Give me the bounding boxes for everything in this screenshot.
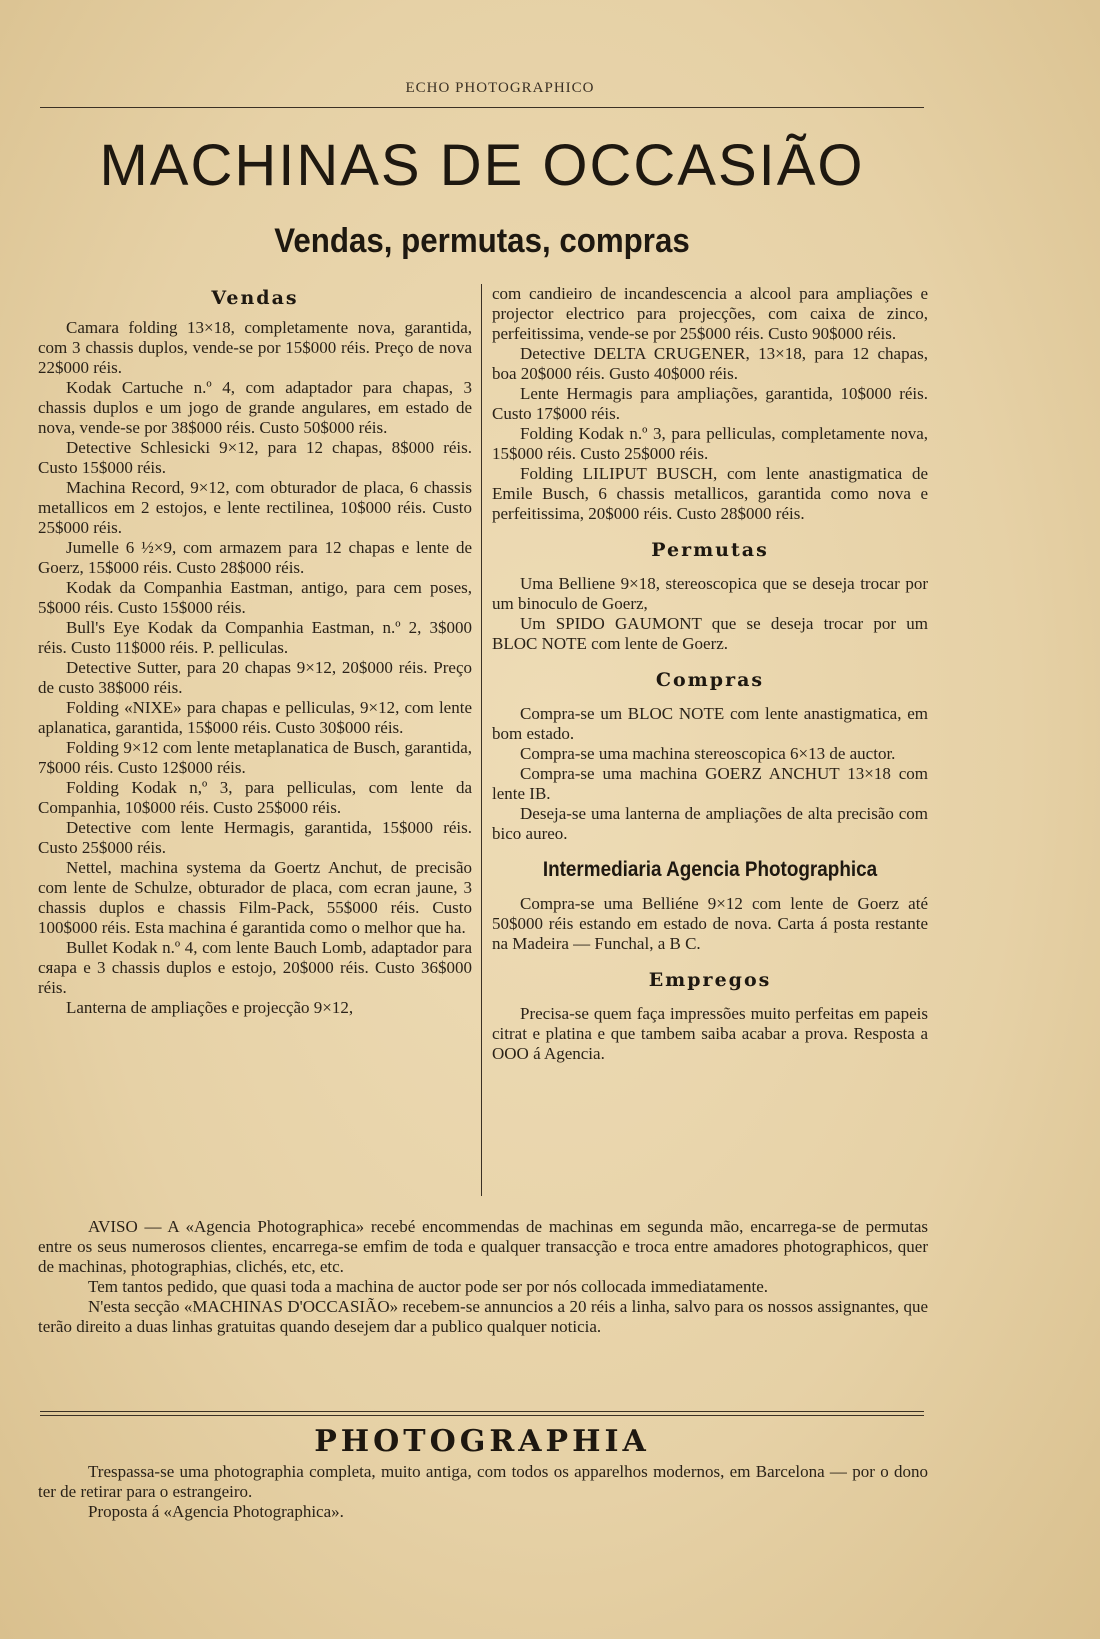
listing-item: Deseja-se uma lanterna de ampliações de alta precisão com bico aureo.	[492, 804, 928, 843]
listing-item: Bull's Eye Kodak da Companhia Eastman, n.º 2, 3$000 réis. Custo 11$000 réis. P. pelliculas.	[38, 618, 472, 657]
listing-item: Kodak da Companhia Eastman, antigo, para cem poses, 5$000 réis. Custo 15$000 réis.	[38, 578, 472, 617]
aviso-paragraph: AVISO — A «Agencia Photographica» recebé encommendas de machinas em segunda mão, encarrega-se de permutas entre os seus numerosos clientes, encarrega-se emfim de toda e qualquer transacção e troca entre amadores photographicos, quer de machinas, photographias, clichés, etc, etc.	[38, 1217, 928, 1276]
listing-item: Folding 9×12 com lente metaplanatica de Busch, garantida, 7$000 réis. Custo 12$000 réis.	[38, 738, 472, 777]
listing-item: Camara folding 13×18, completamente nova, garantida, com 3 chassis duplos, vende-se por 15$000 réis. Preço de nova 22$000 réis.	[38, 318, 472, 377]
listing-continuation: com candieiro de incandescencia a alcool para ampliações e projector electrico para projecções, com caixa de zinco, perfeitissima, vende-se por 25$000 réis. Custo 90$000 réis.	[492, 284, 928, 343]
listing-item: Detective Schlesicki 9×12, para 12 chapas, 8$000 réis. Custo 15$000 réis.	[38, 438, 472, 477]
listing-item: Compra-se um BLOC NOTE com lente anastigmatica, em bom estado.	[492, 704, 928, 743]
bottom-rule-thin	[40, 1415, 924, 1416]
running-head: ECHO PHOTOGRAPHICO	[405, 80, 595, 96]
column-divider	[481, 284, 482, 1196]
listing-item: Machina Record, 9×12, com obturador de placa, 6 chassis metallicos em 2 estojos, e lente rectilinea, 10$000 réis. Custo 25$000 réis.	[38, 478, 472, 537]
left-column	[38, 284, 472, 1018]
listing-item: Kodak Cartuche n.º 4, com adaptador para chapas, 3 chassis duplos e um jogo de grande angulares, em estado de nova, vende-se por 38$000 réis. Custo 50$000 réis.	[38, 378, 472, 437]
listing-item: Compra-se uma Belliéne 9×12 com lente de Goerz até 50$000 réis estando em estado de nova. Carta á posta restante na Madeira — Funchal, a B C.	[492, 894, 928, 953]
listing-item: Folding «NIXE» para chapas e pelliculas, 9×12, com lente aplanatica, garantida, 15$000 réis. Custo 30$000 réis.	[38, 698, 472, 737]
bottom-rule	[40, 1411, 924, 1412]
photographia-paragraph: Trespassa-se uma photographia completa, muito antiga, com todos os apparelhos modernos, em Barcelona — por o dono ter de retirar para o estrangeiro.	[38, 1462, 928, 1501]
listing-item: Compra-se uma machina stereoscopica 6×13 de auctor.	[520, 744, 896, 763]
listing-item: Detective Sutter, para 20 chapas 9×12, 20$000 réis. Preço de custo 38$000 réis.	[38, 658, 472, 697]
section-heading-compras: Compras	[655, 669, 765, 691]
listing-item: Uma Belliene 9×18, stereoscopica que se deseja trocar por um binoculo de Goerz,	[492, 574, 928, 613]
listing-item: Um SPIDO GAUMONT que se deseja trocar por um BLOC NOTE com lente de Goerz.	[492, 614, 928, 653]
photographia-paragraph: Proposta á «Agencia Photographica».	[88, 1502, 344, 1521]
listing-item: Folding Kodak n.º 3, para pelliculas, completamente nova, 15$000 réis. Custo 25$000 réis.	[492, 424, 928, 463]
right-column	[492, 284, 928, 1064]
section-heading-photographia: PHOTOGRAPHIA	[314, 1424, 650, 1459]
listing-item: Lanterna de ampliações e projecção 9×12,	[66, 998, 354, 1017]
section-heading-empregos: Empregos	[648, 969, 772, 991]
listing-item: Folding LILIPUT BUSCH, com lente anastigmatica de Emile Busch, 6 chassis metallicos, garantida como nova e perfeitissima, 20$000 réis. Custo 28$000 réis.	[492, 464, 928, 523]
listing-item: Compra-se uma machina GOERZ ANCHUT 13×18 com lente IB.	[492, 764, 928, 803]
aviso-paragraph: N'esta secção «MACHINAS D'OCCASIÃO» recebem-se annuncios a 20 réis a linha, salvo para os nossos assignantes, que terão direito a duas linhas gratuitas quando desejem dar a publico qualquer noticia.	[38, 1297, 928, 1336]
listing-item: Folding Kodak n,º 3, para pelliculas, com lente da Companhia, 10$000 réis. Custo 25$000 réis.	[38, 778, 472, 817]
listing-item: Bullet Kodak n.º 4, com lente Bauch Lomb, adaptador para cяapa e 3 chassis duplos e estojo, 20$000 réis. Custo 36$000 réis.	[38, 938, 472, 997]
section-heading-vendas: Vendas	[211, 287, 299, 309]
listing-item: Detective DELTA CRUGENER, 13×18, para 12 chapas, boa 20$000 réis. Gusto 40$000 réis.	[492, 344, 928, 383]
page-subtitle: Vendas, permutas, compras	[274, 222, 690, 260]
top-rule	[40, 107, 924, 108]
listing-item: Precisa-se quem faça impressões muito perfeitas em papeis citrat e platina e que tambem saiba acabar a prova. Resposta a OOO á Agencia.	[492, 1004, 928, 1063]
listing-item: Nettel, machina systema da Goertz Anchut, de precisão com lente de Schulze, obturador de placa, com ecran jaune, 3 chassis duplos e chassis Film-Pack, 55$000 réis. Custo 100$000 réis. Esta machina é garantida como o melhor que ha.	[38, 858, 472, 937]
section-heading-permutas: Permutas	[651, 539, 769, 561]
listing-item: Jumelle 6 ½×9, com armazem para 12 chapas e lente de Goerz, 15$000 réis. Custo 28$000 réis.	[38, 538, 472, 577]
listing-item: Lente Hermagis para ampliações, garantida, 10$000 réis. Custo 17$000 réis.	[492, 384, 928, 423]
aviso-paragraph: Tem tantos pedido, que quasi toda a machina de auctor pode ser por nós collocada immediatamente.	[88, 1277, 768, 1296]
page-title: MACHINAS DE OCCASIÃO	[99, 133, 865, 198]
section-heading-intermediaria: Intermediaria Agencia Photographica	[542, 858, 878, 881]
listing-item: Detective com lente Hermagis, garantida, 15$000 réis. Custo 25$000 réis.	[38, 818, 472, 857]
aviso-block	[38, 1217, 928, 1337]
photographia-block	[38, 1462, 928, 1522]
